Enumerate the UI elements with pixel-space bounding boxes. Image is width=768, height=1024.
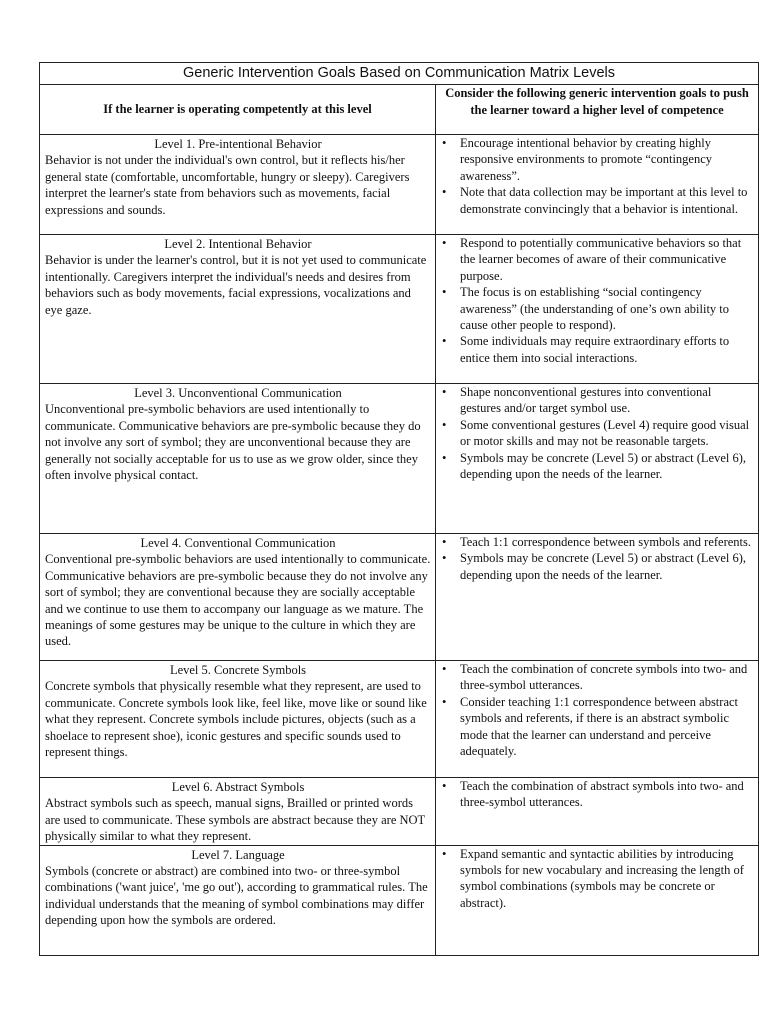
- level-cell: [40, 384, 436, 534]
- level-title: Level 7. Language: [191, 847, 285, 862]
- goals-cell: [436, 661, 759, 778]
- header-intervention-goals: Consider the following generic intervention goals to push the learner toward a higher level of competence: [436, 85, 759, 135]
- level-description: Unconventional pre-symbolic behaviors are used intentionally to communicate. Communicative behaviors are pre-symbolic because they do not involve any sort of symbol; they are unconventional because they are generally not socially acceptable for us to use as we grow older, since they often involve physical contact.: [45, 402, 421, 483]
- goals-list: [436, 846, 758, 912]
- goals-list: [436, 235, 758, 366]
- goal-item: • Shape nonconventional gestures into conventional gestures and/or target symbol use.: [460, 384, 754, 417]
- goal-item: • Symbols may be concrete (Level 5) or abstract (Level 6), depending upon the needs of the learner.: [460, 450, 754, 483]
- level-description: Behavior is under the learner's control, but it is not yet used to communicate intentionally. Caregivers interpret the individual's needs and desires from behaviors such as body movements, facial expressions, vocalizations and eye gaze.: [45, 253, 427, 317]
- header-competency-level: If the learner is operating competently at this level: [40, 85, 436, 135]
- intervention-goals-table: [39, 62, 759, 956]
- goals-cell: [436, 384, 759, 534]
- goal-item: • Consider teaching 1:1 correspondence between abstract symbols and referents, if there is an abstract symbolic mode that the learner can understand and perceive adequately.: [460, 694, 754, 760]
- level-description: Conventional pre-symbolic behaviors are used intentionally to communicate. Communicative behaviors are pre-symbolic because they do not involve any sort of symbol; they are conventional because they are socially acceptable and we continue to use them to accompany our language as we mature. The meanings of some gestures may be unique to the culture in which they are used.: [45, 552, 431, 649]
- goals-cell: [436, 778, 759, 846]
- level-description: Behavior is not under the individual's own control, but it reflects his/her general state (comfortable, uncomfortable, hungry or sleepy). Caregivers interpret the learner's state from behaviors such as movements, facial expressions and sounds.: [45, 153, 410, 217]
- level-cell: [40, 235, 436, 384]
- goals-list: [436, 384, 758, 482]
- level-cell: [40, 661, 436, 778]
- goal-item: • Teach 1:1 correspondence between symbols and referents.: [460, 534, 754, 550]
- goals-cell: [436, 235, 759, 384]
- document-page: [39, 62, 758, 956]
- goals-list: [436, 534, 758, 583]
- level-cell: [40, 845, 436, 955]
- table-title-row: [40, 63, 759, 85]
- goal-item: • Some conventional gestures (Level 4) require good visual or motor skills and may not be reasonable targets.: [460, 417, 754, 450]
- table-title: Generic Intervention Goals Based on Communication Matrix Levels: [40, 63, 759, 85]
- table-row: [40, 135, 759, 235]
- level-title: Level 5. Concrete Symbols: [169, 663, 307, 677]
- table-row: [40, 661, 759, 778]
- goal-item: • Respond to potentially communicative behaviors so that the learner becomes of aware of their communicative purpose.: [460, 235, 754, 284]
- level-description: Abstract symbols such as speech, manual signs, Brailled or printed words are used to communicate. These symbols are abstract because they are NOT physically similar to what they represent.: [45, 796, 425, 844]
- table-header-row: [40, 85, 759, 135]
- table-row: [40, 845, 759, 955]
- goals-list: [436, 135, 758, 217]
- level-description: Concrete symbols that physically resemble what they represent, are used to communicate. Concrete symbols look like, feel like, move like or sound like what they represent. Concrete symbols include pictures, objects (such as a shoelace to represent shoe), iconic gestures and specific sounds used to represent things.: [45, 679, 427, 760]
- goal-item: • Encourage intentional behavior by creating highly responsive environments to promote “contingency awareness”.: [460, 135, 754, 184]
- level-title: Level 1. Pre-intentional Behavior: [154, 137, 322, 151]
- table-row: [40, 384, 759, 534]
- goals-list: [436, 661, 758, 759]
- level-title: Level 4. Conventional Communication: [140, 536, 336, 550]
- level-title: Level 6. Abstract Symbols: [171, 780, 305, 794]
- goal-item: • Some individuals may require extraordinary efforts to entice them into social interactions.: [460, 333, 754, 366]
- level-cell: [40, 778, 436, 846]
- level-title: Level 2. Intentional Behavior: [164, 237, 312, 251]
- goals-cell: [436, 534, 759, 661]
- goal-item: • Symbols may be concrete (Level 5) or abstract (Level 6), depending upon the needs of the learner.: [460, 550, 754, 583]
- goal-item: • The focus is on establishing “social contingency awareness” (the understanding of one’s own ability to cause other people to respond).: [460, 284, 754, 333]
- table-row: [40, 778, 759, 846]
- table-row: [40, 534, 759, 661]
- level-cell: [40, 135, 436, 235]
- goal-item: • Expand semantic and syntactic abilities by introducing symbols for new vocabulary and increasing the length of symbol combinations (symbols may be concrete or abstract).: [460, 846, 754, 912]
- level-cell: [40, 534, 436, 661]
- goal-item: • Note that data collection may be important at this level to demonstrate convincingly that a behavior is intentional.: [460, 184, 754, 217]
- level-title: Level 3. Unconventional Communication: [134, 386, 342, 400]
- goal-item: • Teach the combination of concrete symbols into two- and three-symbol utterances.: [460, 661, 754, 694]
- goals-cell: [436, 845, 759, 955]
- level-description: Symbols (concrete or abstract) are combined into two- or three-symbol combinations ('want juice', 'me go out'), according to grammatical rules. The individual understands that the meaning of symbol combinations may differ depending upon how the symbols are ordered.: [45, 864, 428, 928]
- table-row: [40, 235, 759, 384]
- goals-cell: [436, 135, 759, 235]
- goals-list: [436, 778, 758, 811]
- goal-item: • Teach the combination of abstract symbols into two- and three-symbol utterances.: [460, 778, 754, 811]
